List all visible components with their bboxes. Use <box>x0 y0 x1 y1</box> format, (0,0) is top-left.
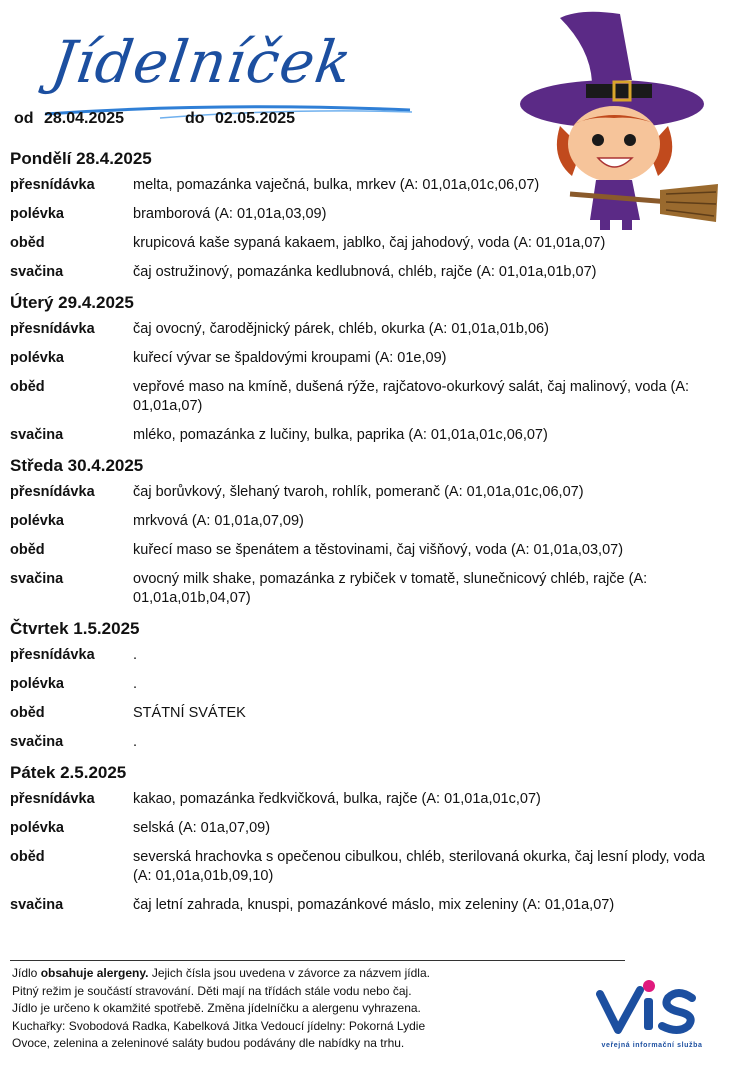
day-title: Pátek 2.5.2025 <box>10 763 127 782</box>
meal-dish: mrkvová (A: 01,01a,07,09) <box>133 513 304 529</box>
date-range <box>14 110 301 128</box>
day-section <box>10 618 725 752</box>
meal-dish: ovocný milk shake, pomazánka z rybiček v tomatě, slunečnicový chléb, rajče (A: 01,01a,01b,04,07) <box>133 571 648 606</box>
day-section <box>10 762 725 915</box>
meal-row <box>10 234 725 253</box>
meal-row <box>10 426 725 445</box>
footer-consumption-note: Jídlo je určeno k okamžité spotřebě. Změna jídelníčku a alergenu vyhrazena. <box>12 1001 421 1015</box>
footer-divider <box>10 960 625 961</box>
meal-dish: mléko, pomazánka z lučiny, bulka, paprika (A: 01,01a,01c,06,07) <box>133 427 548 443</box>
day-title: Pondělí 28.4.2025 <box>10 149 152 168</box>
meal-label: svačina <box>10 264 64 280</box>
meal-label: oběd <box>10 235 45 251</box>
meal-dish: čaj borůvkový, šlehaný tvaroh, rohlík, pomeranč (A: 01,01a,01c,06,07) <box>133 484 584 500</box>
vis-logo-subtitle: veřejná informační služba <box>601 1042 703 1049</box>
meal-label: přesnídávka <box>10 791 95 807</box>
meal-row <box>10 790 725 809</box>
meal-label: přesnídávka <box>10 321 95 337</box>
meal-label: svačina <box>10 571 64 587</box>
meal-dish: kakao, pomazánka ředkvičková, bulka, rajče (A: 01,01a,01c,07) <box>133 791 541 807</box>
to-label: do <box>184 110 205 127</box>
footer-text: Jejich čísla jsou uvedena v závorce za názvem jídla. <box>148 966 430 980</box>
from-label: od <box>14 110 34 127</box>
meal-label: oběd <box>10 379 45 395</box>
meal-row <box>10 176 725 195</box>
meal-dish: STÁTNÍ SVÁTEK <box>133 705 246 721</box>
footer-notes <box>12 965 612 1053</box>
meal-dish: . <box>133 734 138 750</box>
meal-row <box>10 263 725 282</box>
meal-label: polévka <box>10 206 64 222</box>
meal-label: oběd <box>10 705 45 721</box>
page-title: Jídelníček <box>47 28 357 96</box>
vis-logo-icon <box>596 976 708 1042</box>
meal-dish: krupicová kaše sypaná kakaem, jablko, čaj jahodový, voda (A: 01,01a,07) <box>133 235 606 251</box>
meal-dish: selská (A: 01a,07,09) <box>133 820 271 836</box>
meal-label: přesnídávka <box>10 484 95 500</box>
meal-label: polévka <box>10 350 64 366</box>
meal-dish: čaj ovocný, čarodějnický párek, chléb, okurka (A: 01,01a,01b,06) <box>133 321 549 337</box>
weekly-menu <box>10 148 725 925</box>
meal-row <box>10 205 725 224</box>
meal-label: polévka <box>10 676 64 692</box>
day-section <box>10 148 725 282</box>
meal-row <box>10 320 725 339</box>
meal-label: přesnídávka <box>10 647 95 663</box>
meal-row <box>10 378 725 416</box>
from-date: 28.04.2025 <box>44 110 125 127</box>
meal-dish: . <box>133 647 138 663</box>
meal-row <box>10 349 725 368</box>
meal-dish: kuřecí vývar se špaldovými kroupami (A: 01e,09) <box>133 350 447 366</box>
meal-row <box>10 704 725 723</box>
meal-row <box>10 848 725 886</box>
to-date: 02.05.2025 <box>214 110 296 127</box>
meal-row <box>10 646 725 665</box>
meal-label: polévka <box>10 513 64 529</box>
day-title: Úterý 29.4.2025 <box>10 293 134 312</box>
meal-row <box>10 819 725 838</box>
meal-dish: bramborová (A: 01,01a,03,09) <box>133 206 327 222</box>
meal-row <box>10 896 725 915</box>
meal-label: svačina <box>10 897 64 913</box>
meal-dish: melta, pomazánka vaječná, bulka, mrkev (A: 01,01a,01c,06,07) <box>133 177 540 193</box>
meal-row <box>10 541 725 560</box>
footer-produce-note: Ovoce, zelenina a zeleninové saláty budou podávány dle nabídky na trhu. <box>12 1036 405 1050</box>
meal-dish: severská hrachovka s opečenou cibulkou, chléb, sterilovaná okurka, čaj lesní plody, voda (A: 01,01a,01b,09,10) <box>133 849 705 884</box>
meal-row <box>10 483 725 502</box>
footer-drinking-note: Pitný režim je součástí stravování. Děti mají na třídách stále vodu nebo čaj. <box>12 983 412 998</box>
meal-row <box>10 675 725 694</box>
day-section <box>10 292 725 445</box>
meal-dish: vepřové maso na kmíně, dušená rýže, rajčatovo-okurkový salát, čaj malinový, voda (A: 01,01a,07) <box>133 379 690 414</box>
meal-label: svačina <box>10 734 64 750</box>
footer-text: Jídlo <box>12 966 41 980</box>
day-title: Čtvrtek 1.5.2025 <box>10 619 140 638</box>
meal-row <box>10 733 725 752</box>
meal-dish: čaj letní zahrada, knuspi, pomazánkové máslo, mix zeleniny (A: 01,01a,07) <box>133 897 615 913</box>
footer-allergen-note <box>12 965 612 983</box>
meal-row <box>10 570 725 608</box>
meal-label: přesnídávka <box>10 177 95 193</box>
meal-label: oběd <box>10 542 45 558</box>
meal-dish: kuřecí maso se špenátem a těstovinami, čaj višňový, voda (A: 01,01a,03,07) <box>133 542 624 558</box>
day-title: Středa 30.4.2025 <box>10 456 144 475</box>
meal-label: svačina <box>10 427 64 443</box>
meal-row <box>10 512 725 531</box>
meal-dish: . <box>133 676 138 692</box>
meal-dish: čaj ostružinový, pomazánka kedlubnová, chléb, rajče (A: 01,01a,01b,07) <box>133 264 597 280</box>
footer-staff-note: Kuchařky: Svobodová Radka, Kabelková Jitka Vedoucí jídelny: Pokorná Lydie <box>12 1018 426 1033</box>
footer-bold-text: obsahuje alergeny. <box>40 966 149 980</box>
day-section <box>10 455 725 608</box>
meal-label: oběd <box>10 849 45 865</box>
meal-label: polévka <box>10 820 64 836</box>
